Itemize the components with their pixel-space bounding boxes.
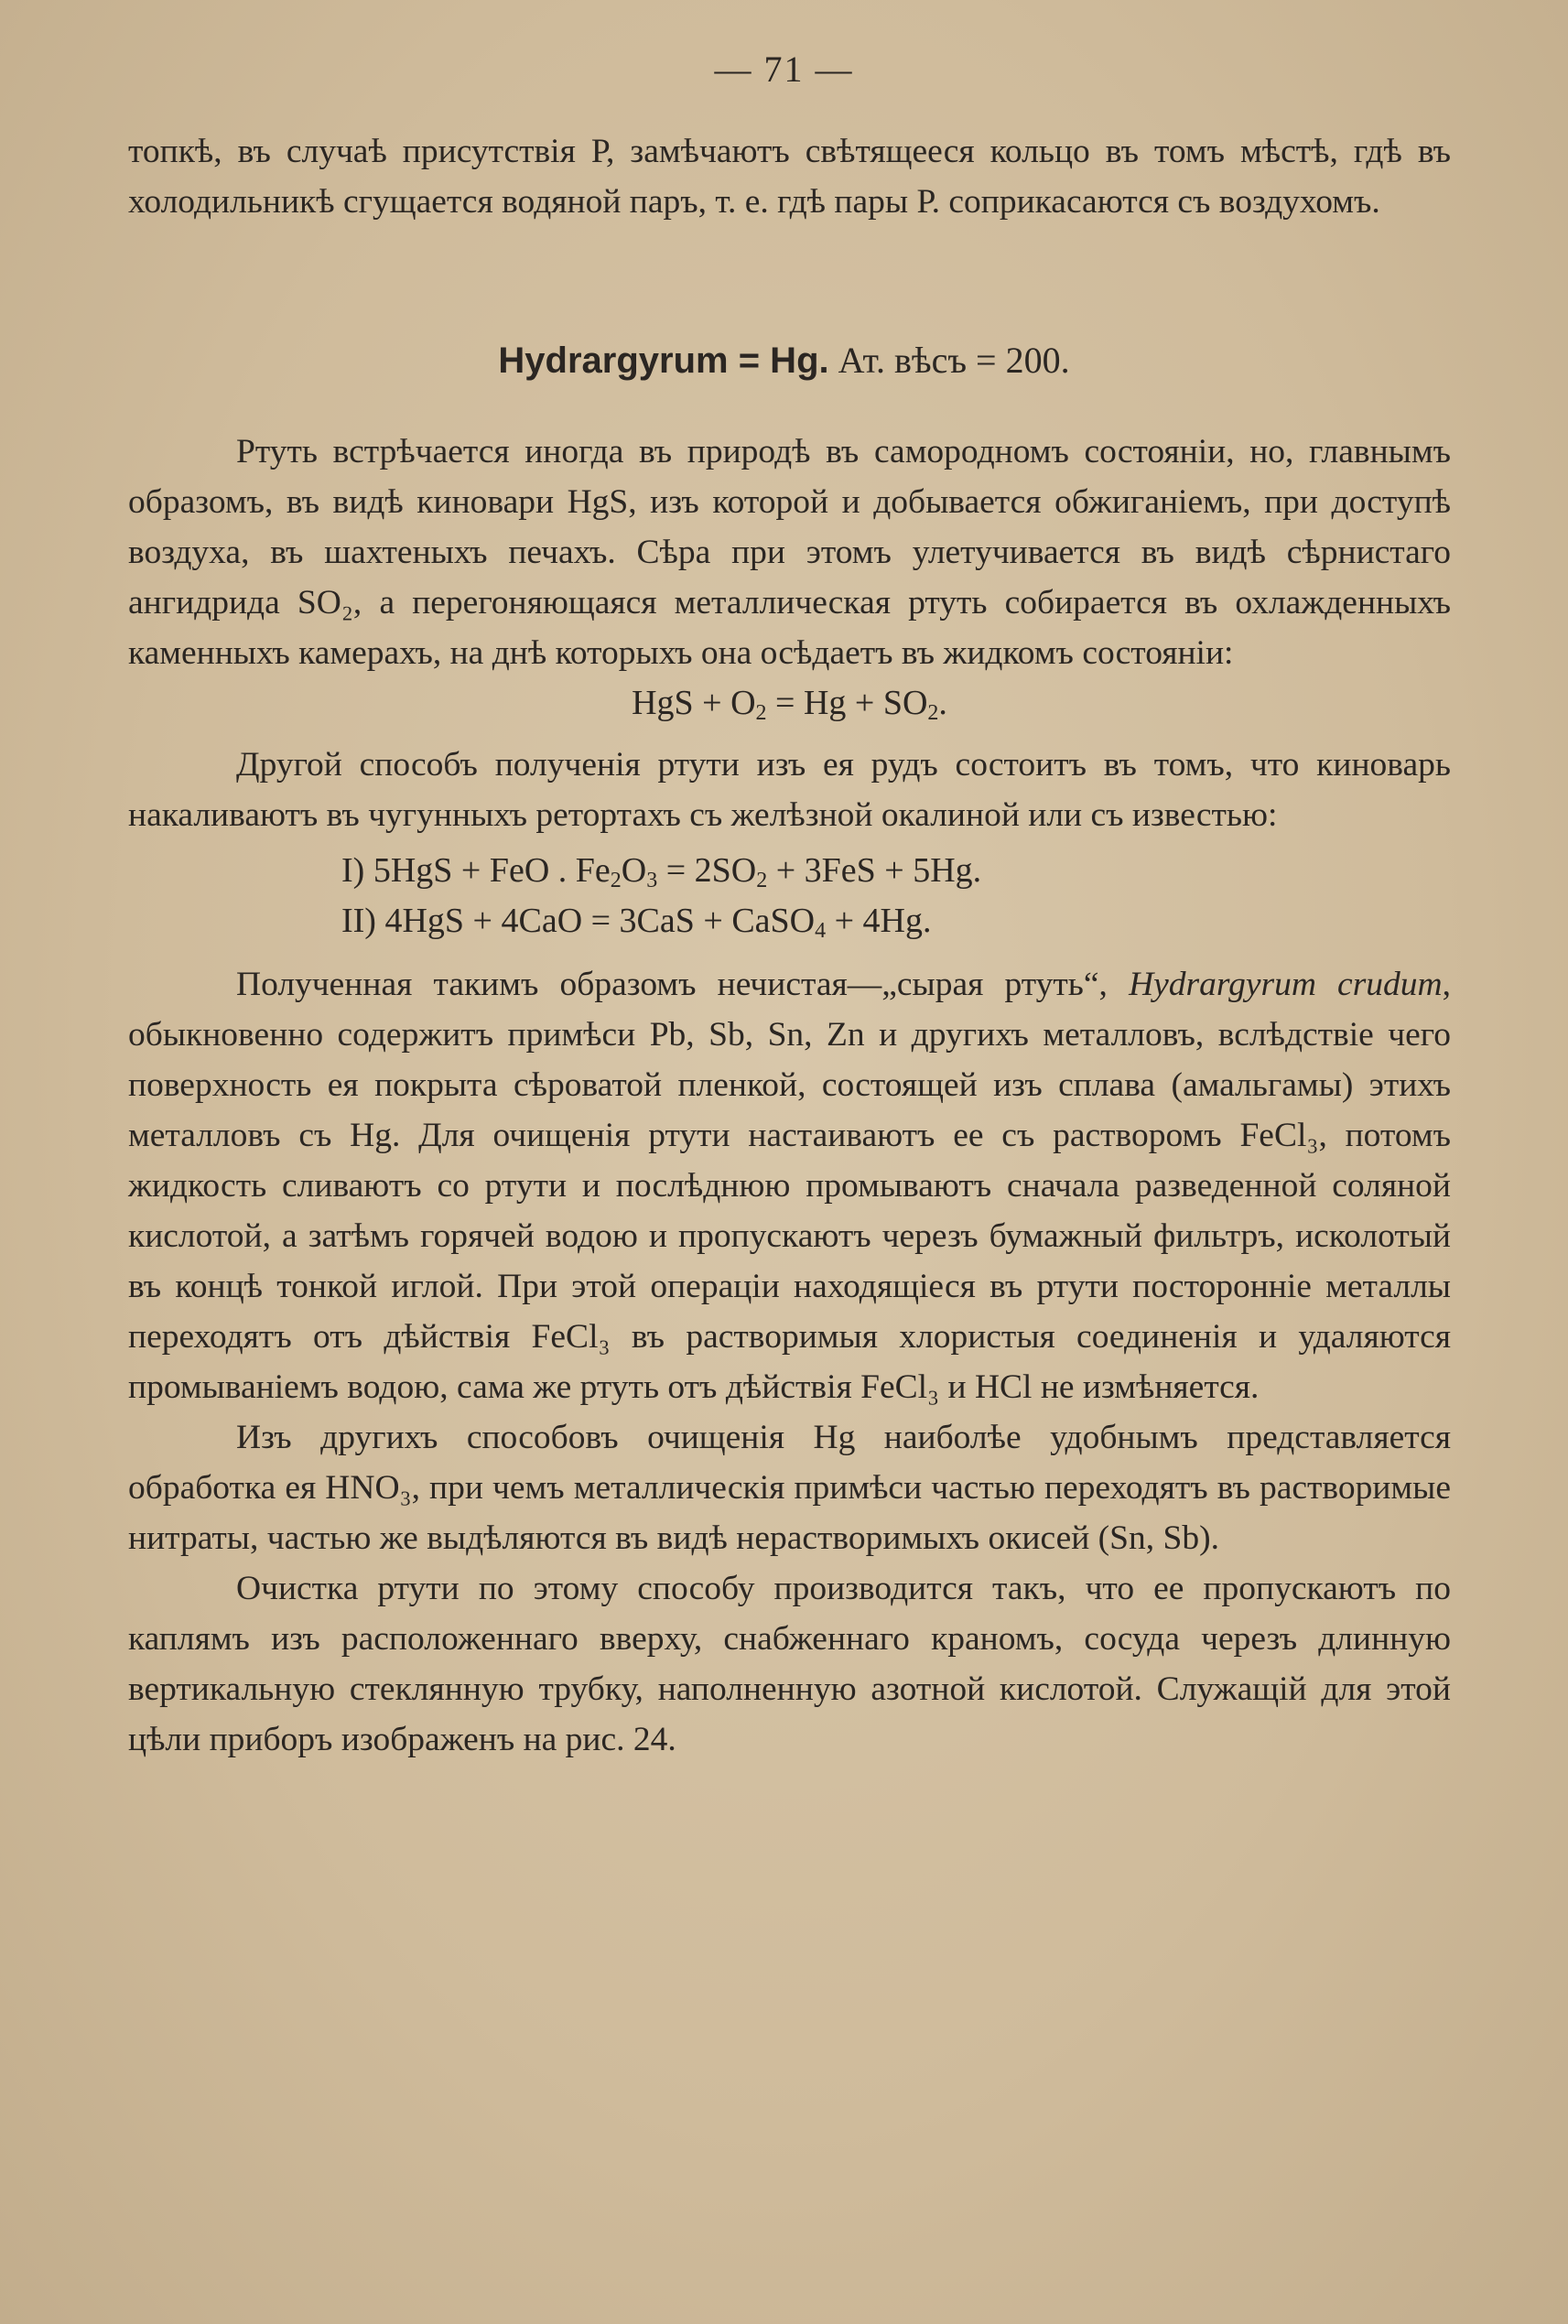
- paragraph-intro: топкѣ, въ случаѣ присутствія Р, замѣчаютъ свѣтящееся кольцо въ томъ мѣстѣ, гдѣ въ холодильникѣ сгущается водяной паръ, т. е. гдѣ пары Р. соприкасаются съ воздухомъ.: [128, 133, 1451, 221]
- main-text: [128, 427, 1451, 1765]
- equation-2: I) 5HgS + FeO . $Fe_2O_3 = 2SO_2 + 3FeS + 5Hg$.: [341, 851, 982, 892]
- paragraph-5: Очистка ртути по этому способу производится такъ, что ее пропускаютъ по каплямъ изъ расположеннаго вверху, снабженнаго краномъ, сосуда черезъ длинную вертикальную стеклянную трубку, наполненную азотной кислотой. Служащій для этой цѣли приборъ изображенъ на рис. 24.: [128, 1570, 1451, 1758]
- equation-list: [128, 846, 1451, 946]
- heading-atomic-weight: Ат. вѣсъ = 200.: [838, 340, 1070, 381]
- paragraph-1: Ртуть встрѣчается иногда въ природѣ въ самородномъ состояніи, но, главнымъ образомъ, въ видѣ киновари HgS, изъ которой и добывается обжиганіемъ, при доступѣ воздуха, въ шахтеныхъ печахъ. Сѣра при этомъ улетучивается въ видѣ сѣрнистаго ангидрида SO₂, а перегоняющаяся металлическая ртуть собирается въ охлажденныхъ каменныхъ камерахъ, на днѣ которыхъ она осѣдаетъ въ жидкомъ состояніи:: [128, 433, 1451, 672]
- heading-element-name: Hydrargyrum = Hg.: [498, 340, 829, 381]
- page-number: — 71 —: [714, 49, 854, 90]
- latin-term: Hydrargyrum crudum: [1129, 966, 1443, 1003]
- section-heading: [0, 339, 1568, 382]
- paragraph-3: Полученная такимъ образомъ нечистая—„сырая ртуть“, Hydrargyrum crudum, обыкновенно содержитъ примѣси Pb, Sb, Sn, Zn и другихъ металловъ, вслѣдствіе чего поверхность ея покрыта сѣроватой пленкой, состоящей изъ сплава (амальгамы) этихъ металловъ съ Hg. Для очищенія ртути настаиваютъ ее съ растворомъ FeCl₃, потомъ жидкость сливаютъ со ртути и послѣднюю промываютъ сначала разведенной соляной кислотой, а затѣмъ горячей водою и пропускаютъ черезъ бумажный фильтръ, исколотый въ концѣ тонкой иглой. При этой операціи находящіеся въ ртути посторонніе металлы переходятъ отъ дѣйствія FeCl₃ въ растворимыя хлористыя соединенія и удаляются промываніемъ водою, сама же ртуть отъ дѣйствія FeCl₃ и HCl не измѣняется.: [128, 966, 1451, 1406]
- intro-block: [128, 126, 1451, 227]
- paragraph-2: Другой способъ полученія ртути изъ ея рудъ состоитъ въ томъ, что киноварь накаливаютъ въ чугунныхъ ретортахъ съ желѣзной окалиной или съ известью:: [128, 746, 1451, 834]
- equation-1: HgS + $O_2 = Hg + SO_2$.: [632, 684, 947, 725]
- paragraph-4: Изъ другихъ способовъ очищенія Hg наиболѣе удобнымъ представляется обработка ея HNO₃, при чемъ металлическія примѣси частью переходятъ въ растворимые нитраты, частью же выдѣляются въ видѣ нерастворимыхъ окисей (Sn, Sb).: [128, 1419, 1451, 1557]
- equation-3: II) 4HgS + 4CaO = 3CaS + CaSO$_4$ + 4Hg.: [341, 902, 932, 943]
